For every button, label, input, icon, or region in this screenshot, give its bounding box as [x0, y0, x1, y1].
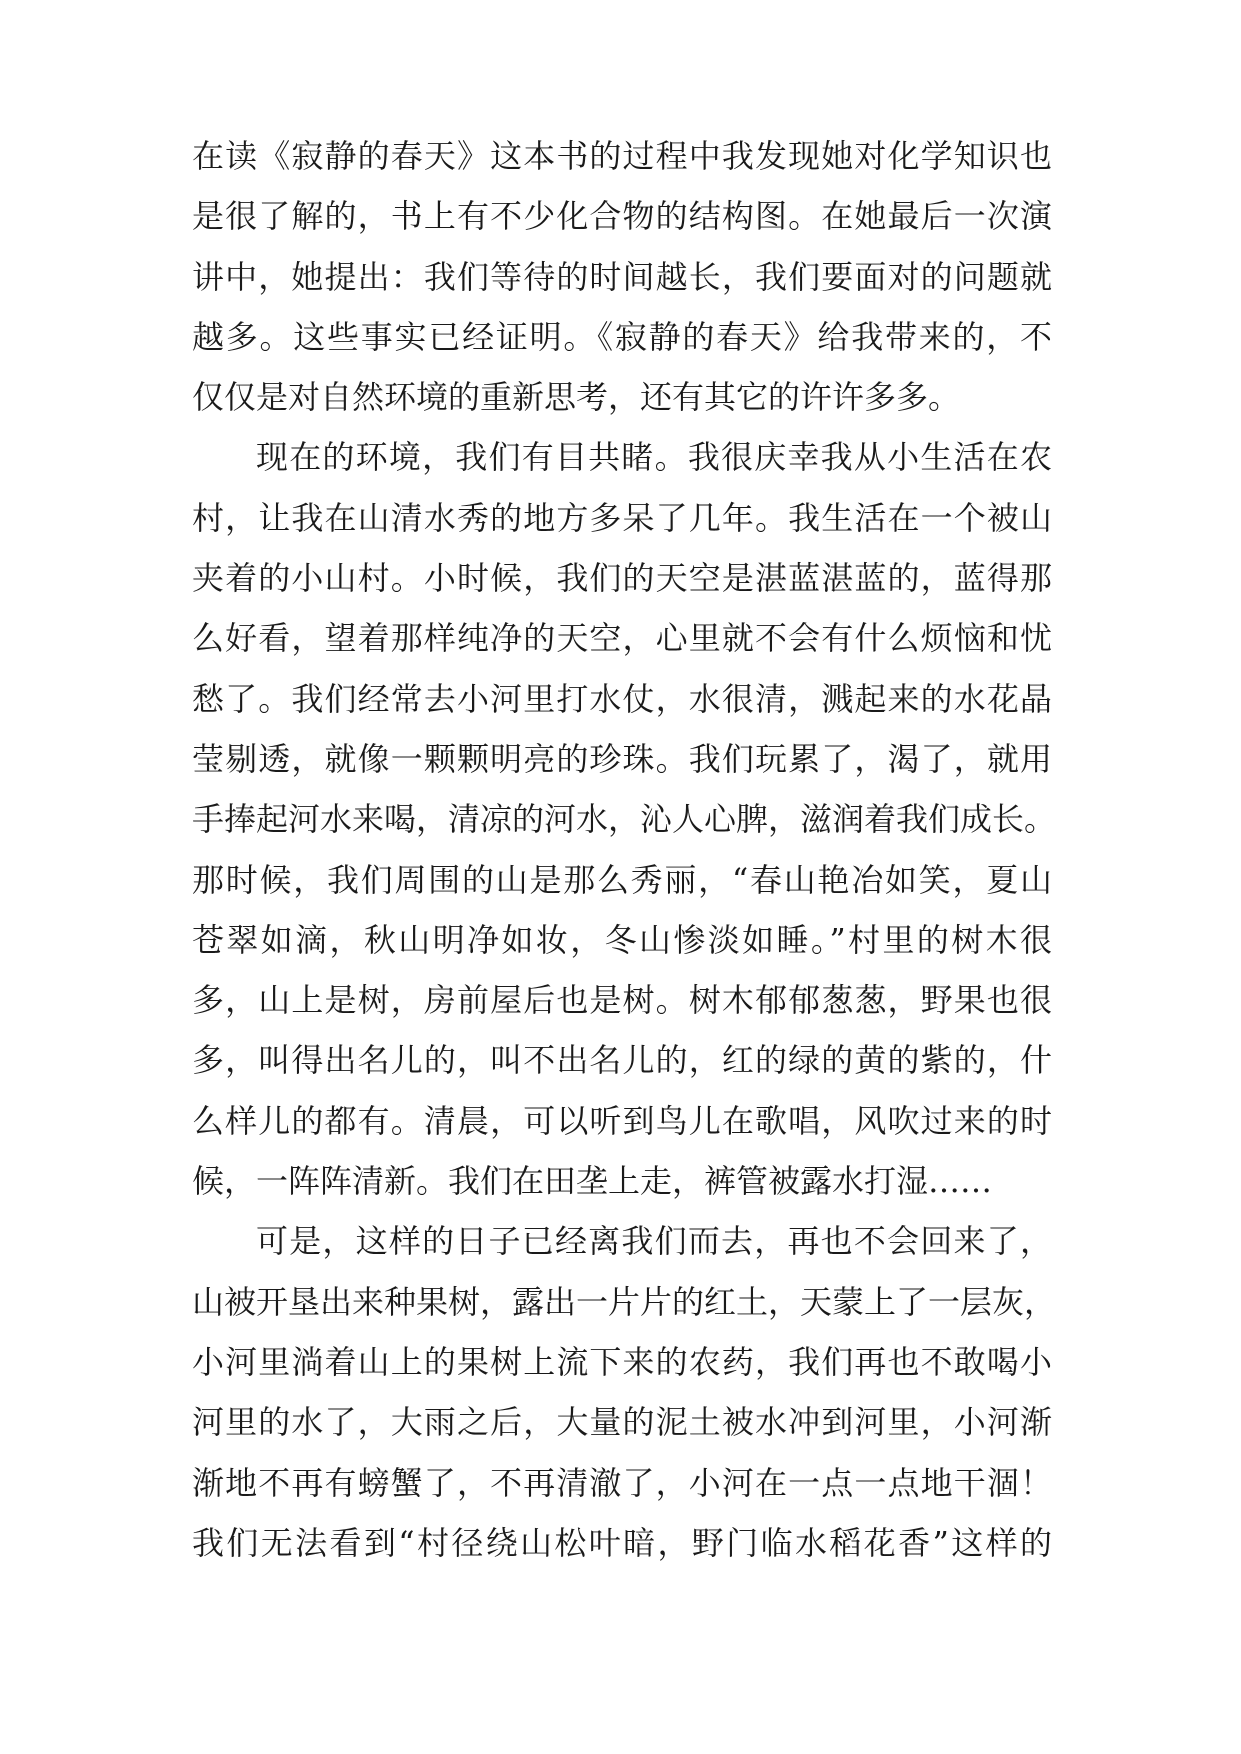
- text-line: 村，让我在山清水秀的地方多呆了几年。我生活在一个被山: [192, 498, 1052, 537]
- text-line: 那时候，我们周围的山是那么秀丽，“春山艳冶如笑，夏山: [192, 860, 1052, 899]
- text-line: 夹着的小山村。小时候，我们的天空是湛蓝湛蓝的，蓝得那: [192, 559, 1052, 598]
- text-line: 么样儿的都有。清晨，可以听到鸟儿在歌唱，风吹过来的时: [192, 1101, 1052, 1140]
- text-line: 莹剔透，就像一颗颗明亮的珍珠。我们玩累了，渴了，就用: [192, 739, 1052, 778]
- text-line: 是很了解的，书上有不少化合物的结构图。在她最后一次演: [192, 197, 1052, 236]
- text-line: 苍翠如滴，秋山明净如妆，冬山惨淡如睡。”村里的树木很: [192, 920, 1052, 959]
- text-line: 么好看，望着那样纯净的天空，心里就不会有什么烦恼和忧: [192, 619, 1052, 658]
- text-line: 候，一阵阵清新。我们在田垄上走，裤管被露水打湿……: [192, 1162, 993, 1201]
- text-line: 多，叫得出名儿的，叫不出名儿的，红的绿的黄的紫的，什: [192, 1041, 1052, 1080]
- paragraph-first-line: 现在的环境，我们有目共睹。我很庆幸我从小生活在农: [256, 438, 1052, 477]
- text-line: 讲中，她提出：我们等待的时间越长，我们要面对的问题就: [192, 257, 1052, 296]
- text-line: 山被开垦出来种果树，露出一片片的红土，天蒙上了一层灰，: [192, 1282, 1057, 1321]
- paragraph-first-line: 可是，这样的日子已经离我们而去，再也不会回来了，: [256, 1222, 1052, 1261]
- text-line: 我们无法看到“村径绕山松叶暗，野门临水稻花香”这样的: [192, 1523, 1052, 1562]
- text-line: 越多。这些事实已经证明。《寂静的春天》给我带来的，不: [192, 317, 1052, 356]
- text-line: 在读《寂静的春天》这本书的过程中我发现她对化学知识也: [192, 137, 1052, 175]
- body-text: [192, 126, 1057, 1573]
- text-line: 仅仅是对自然环境的重新思考，还有其它的许许多多。: [192, 378, 961, 417]
- text-line: 愁了。我们经常去小河里打水仗，水很清，溅起来的水花晶: [192, 679, 1052, 718]
- text-line: 小河里淌着山上的果树上流下来的农药，我们再也不敢喝小: [192, 1342, 1052, 1381]
- text-line: 多，山上是树，房前屋后也是树。树木郁郁葱葱，野果也很: [192, 981, 1052, 1020]
- text-line: 渐地不再有螃蟹了，不再清澈了，小河在一点一点地干涸！: [192, 1463, 1052, 1502]
- text-line: 手捧起河水来喝，清凉的河水，沁人心脾，滋润着我们成长。: [192, 800, 1057, 839]
- text-line: 河里的水了，大雨之后，大量的泥土被水冲到河里，小河渐: [192, 1403, 1052, 1442]
